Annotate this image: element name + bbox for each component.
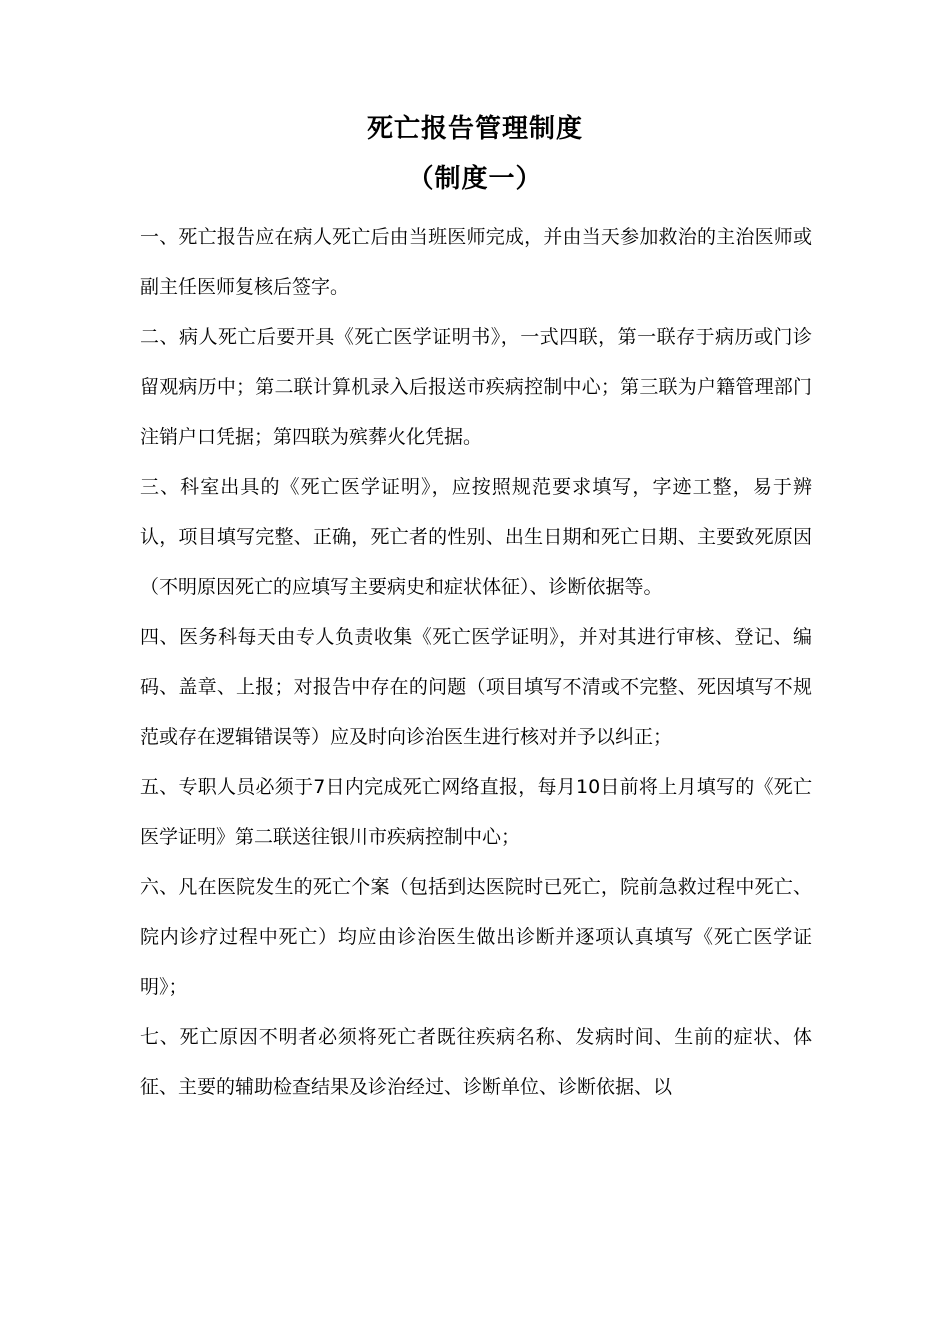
paragraph-3: 三、科室出具的《死亡医学证明》，应按照规范要求填写，字迹工整，易于辨认，项目填写完整、正确，死亡者的性别、出生日期和死亡日期、主要致死原因（不明原因死亡的应填写主要病史和症状体征）、诊断依据等。 bbox=[140, 476, 812, 598]
paragraph-5: 五、专职人员必须于7日内完成死亡网络直报，每月10日前将上月填写的《死亡医学证明》第二联送往银川市疾病控制中心； bbox=[140, 776, 812, 848]
paragraph-4: 四、医务科每天由专人负责收集《死亡医学证明》，并对其进行审核、登记、编码、盖章、上报；对报告中存在的问题（项目填写不清或不完整、死因填写不规范或存在逻辑错误等）应及时向诊治医生进行核对并予以纠正； bbox=[140, 626, 812, 748]
paragraph-6: 六、凡在医院发生的死亡个案（包括到达医院时已死亡，院前急救过程中死亡、院内诊疗过程中死亡）均应由诊治医生做出诊断并逐项认真填写《死亡医学证明》； bbox=[140, 876, 812, 998]
document-subtitle: （制度一） bbox=[407, 164, 543, 194]
paragraph-1: 一、死亡报告应在病人死亡后由当班医师完成，并由当天参加救治的主治医师或副主任医师复核后签字。 bbox=[140, 226, 812, 298]
document-title: 死亡报告管理制度 bbox=[366, 114, 583, 144]
paragraph-2: 二、病人死亡后要开具《死亡医学证明书》，一式四联，第一联存于病历或门诊留观病历中；第二联计算机录入后报送市疾病控制中心；第三联为户籍管理部门注销户口凭据；第四联为殡葬火化凭据。 bbox=[140, 326, 812, 448]
document-body bbox=[140, 212, 812, 1112]
paragraph-7: 七、死亡原因不明者必须将死亡者既往疾病名称、发病时间、生前的症状、体征、主要的辅助检查结果及诊治经过、诊断单位、诊断依据、以 bbox=[140, 1026, 812, 1098]
